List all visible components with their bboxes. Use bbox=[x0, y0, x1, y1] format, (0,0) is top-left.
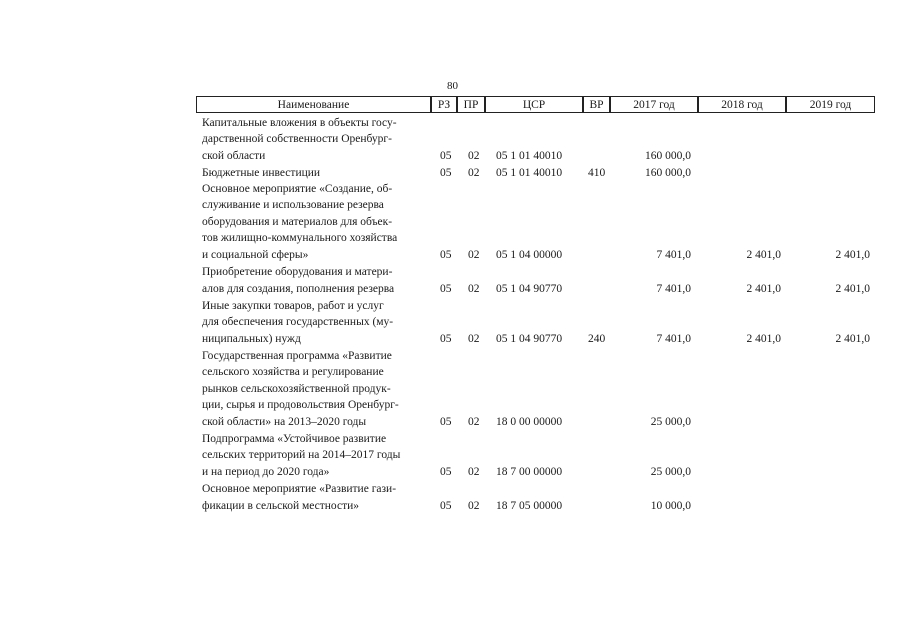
row-name: Подпрограмма «Устойчивое развитие сельских территорий на 2014–2017 годы и на период до 2020 года» bbox=[202, 432, 401, 478]
table-row bbox=[0, 481, 905, 514]
row-rz: 05 bbox=[440, 282, 452, 295]
row-pr: 02 bbox=[468, 415, 480, 428]
row-name: Основное мероприятие «Создание, об- служивание и использование резерва оборудования и материалов для объек- тов жилищно-коммунального хозяйства и социальной сферы» bbox=[202, 182, 398, 261]
row-2017: 160 000,0 bbox=[645, 166, 691, 179]
table-row bbox=[0, 431, 905, 480]
row-csr: 05 1 04 90770 bbox=[496, 282, 563, 295]
row-csr: 05 1 01 40010 bbox=[496, 149, 563, 162]
row-csr: 05 1 01 40010 bbox=[496, 166, 563, 179]
row-pr: 02 bbox=[468, 332, 480, 345]
row-csr: 05 1 04 90770 bbox=[496, 332, 563, 345]
row-rz: 05 bbox=[440, 499, 452, 512]
row-2018: 2 401,0 bbox=[746, 332, 781, 345]
row-name: Приобретение оборудования и матери- алов для создания, пополнения резерва bbox=[202, 266, 395, 295]
row-name: Бюджетные инвестиции bbox=[202, 166, 321, 179]
row-csr: 05 1 04 00000 bbox=[496, 248, 563, 261]
row-pr: 02 bbox=[468, 248, 480, 261]
header-pr: ПР bbox=[457, 96, 485, 113]
row-2018: 2 401,0 bbox=[746, 248, 781, 261]
table-row bbox=[0, 298, 905, 347]
header-csr: ЦСР bbox=[485, 96, 583, 113]
row-name: Основное мероприятие «Развитие гази- фикации в сельской местности» bbox=[202, 483, 397, 512]
header-rz: РЗ bbox=[431, 96, 457, 113]
row-rz: 05 bbox=[440, 166, 452, 179]
row-2017: 160 000,0 bbox=[645, 149, 691, 162]
row-pr: 02 bbox=[468, 149, 480, 162]
row-vr: 410 bbox=[588, 166, 606, 179]
row-vr: 240 bbox=[588, 332, 606, 345]
row-2018: 2 401,0 bbox=[746, 282, 781, 295]
row-rz: 05 bbox=[440, 465, 452, 478]
row-rz: 05 bbox=[440, 332, 452, 345]
table-row bbox=[0, 164, 905, 181]
row-2017: 7 401,0 bbox=[656, 248, 691, 261]
row-2017: 10 000,0 bbox=[650, 499, 691, 512]
table-row bbox=[0, 264, 905, 297]
row-name: Иные закупки товаров, работ и услуг для обеспечения государственных (му- ниципальных) нужд bbox=[202, 299, 394, 345]
table-row bbox=[0, 115, 905, 164]
header-vr: ВР bbox=[583, 96, 610, 113]
row-2017: 7 401,0 bbox=[656, 332, 691, 345]
row-csr: 18 0 00 00000 bbox=[496, 415, 563, 428]
row-pr: 02 bbox=[468, 465, 480, 478]
row-2019: 2 401,0 bbox=[835, 248, 870, 261]
row-name: Государственная программа «Развитие сельского хозяйства и регулирование рынков сельскохозяйственной продук- ции, сырья и продовольствия Оренбург- ской области» на 2013–2020 годы bbox=[202, 349, 399, 428]
header-2019: 2019 год bbox=[786, 96, 875, 113]
row-pr: 02 bbox=[468, 166, 480, 179]
row-csr: 18 7 00 00000 bbox=[496, 465, 563, 478]
row-2017: 7 401,0 bbox=[656, 282, 691, 295]
row-rz: 05 bbox=[440, 149, 452, 162]
row-name: Капитальные вложения в объекты госу- дарственной собственности Оренбург- ской области bbox=[202, 116, 397, 162]
row-rz: 05 bbox=[440, 415, 452, 428]
row-csr: 18 7 05 00000 bbox=[496, 499, 563, 512]
row-2019: 2 401,0 bbox=[835, 332, 870, 345]
row-2017: 25 000,0 bbox=[650, 465, 691, 478]
header-2017: 2017 год bbox=[610, 96, 698, 113]
row-2019: 2 401,0 bbox=[835, 282, 870, 295]
row-rz: 05 bbox=[440, 248, 452, 261]
header-2018: 2018 год bbox=[698, 96, 786, 113]
row-pr: 02 bbox=[468, 282, 480, 295]
row-pr: 02 bbox=[468, 499, 480, 512]
header-name: Наименование bbox=[196, 96, 431, 113]
table-row bbox=[0, 182, 905, 263]
page-number: 80 bbox=[447, 80, 458, 92]
row-2017: 25 000,0 bbox=[650, 415, 691, 428]
table-row bbox=[0, 348, 905, 430]
